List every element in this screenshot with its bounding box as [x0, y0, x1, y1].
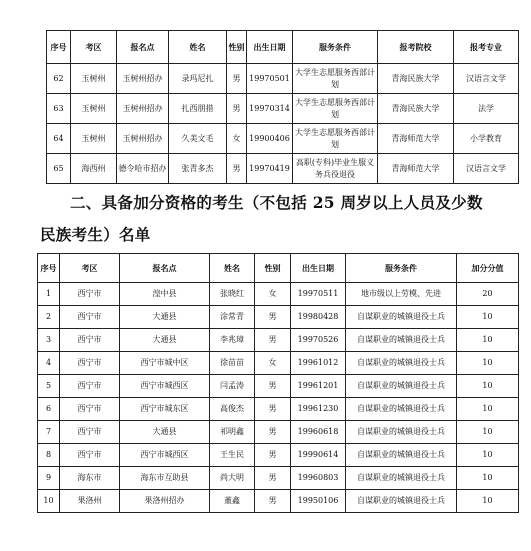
table-cell: 10 — [457, 444, 519, 467]
column-header: 报考专业 — [454, 31, 519, 64]
table-cell: 青海师范大学 — [378, 154, 454, 184]
table-cell: 男 — [227, 94, 247, 124]
column-header: 报考院校 — [378, 31, 454, 64]
table-cell: 男 — [255, 444, 291, 467]
table-cell: 徐苗苗 — [210, 352, 255, 375]
table-cell: 3 — [38, 329, 60, 352]
column-header: 报名点 — [117, 31, 169, 64]
table-cell: 西宁市 — [60, 398, 120, 421]
table-cell: 玉树州招办 — [117, 94, 169, 124]
table-cell: 自谋职业的城镇退役士兵 — [346, 398, 457, 421]
table-cell: 19960803 — [291, 467, 346, 490]
table-row — [38, 490, 519, 513]
table-row — [38, 398, 519, 421]
column-header: 出生日期 — [291, 254, 346, 283]
table-row — [47, 124, 519, 154]
section-heading-line-2: 民族考生）名单 — [40, 225, 151, 244]
table-cell: 63 — [47, 94, 71, 124]
table-cell: 玉树州 — [71, 124, 117, 154]
section-heading-line-1: 二、具备加分资格的考生（不包括 25 周岁以上人员及少数 — [70, 193, 483, 212]
table-cell: 海东市 — [60, 467, 120, 490]
table-row — [38, 306, 519, 329]
table-cell: 李兆璋 — [210, 329, 255, 352]
table-cell: 小学教育 — [454, 124, 519, 154]
table-row — [38, 444, 519, 467]
table-cell: 海东市互助县 — [120, 467, 210, 490]
table-cell: 大通县 — [120, 306, 210, 329]
table-cell: 1 — [38, 283, 60, 306]
table-row — [38, 467, 519, 490]
table-cell: 汉语言文学 — [454, 64, 519, 94]
table-cell: 湟中县 — [120, 283, 210, 306]
column-header: 考区 — [60, 254, 120, 283]
table-cell: 汉语言文学 — [454, 154, 519, 184]
table-cell: 男 — [255, 467, 291, 490]
table-cell: 尚大明 — [210, 467, 255, 490]
table-cell: 男 — [255, 306, 291, 329]
table-cell: 西宁市 — [60, 306, 120, 329]
table-cell: 大学生志愿服务西部计划 — [293, 64, 378, 94]
table-cell: 果洛州 — [60, 490, 120, 513]
column-header: 性别 — [227, 31, 247, 64]
table-cell: 西宁市 — [60, 352, 120, 375]
table-cell: 果洛州招办 — [120, 490, 210, 513]
table-cell: 19970314 — [247, 94, 293, 124]
candidates-table-1 — [46, 30, 519, 184]
table-cell: 自谋职业的城镇退役士兵 — [346, 352, 457, 375]
table-cell: 2 — [38, 306, 60, 329]
table-cell: 男 — [255, 421, 291, 444]
column-header: 出生日期 — [247, 31, 293, 64]
bonus-candidates-table — [37, 253, 519, 513]
table-cell: 19950106 — [291, 490, 346, 513]
table-cell: 女 — [255, 352, 291, 375]
column-header: 序号 — [47, 31, 71, 64]
table-cell: 自谋职业的城镇退役士兵 — [346, 467, 457, 490]
table-cell: 19961230 — [291, 398, 346, 421]
table-cell: 王生民 — [210, 444, 255, 467]
table-cell: 自谋职业的城镇退役士兵 — [346, 421, 457, 444]
table-cell: 男 — [227, 154, 247, 184]
table-2-body — [38, 283, 519, 513]
table-cell: 女 — [255, 283, 291, 306]
table-cell: 录玛尼扎 — [169, 64, 227, 94]
table-row — [47, 94, 519, 124]
table-cell: 西宁市 — [60, 421, 120, 444]
table-cell: 64 — [47, 124, 71, 154]
table-cell: 10 — [457, 306, 519, 329]
table-cell: 自谋职业的城镇退役士兵 — [346, 375, 457, 398]
table-cell: 玉树州招办 — [117, 124, 169, 154]
table-1-body — [47, 64, 519, 184]
table-cell: 19960618 — [291, 421, 346, 444]
table-cell: 玉树州 — [71, 94, 117, 124]
table-cell: 8 — [38, 444, 60, 467]
table-cell: 自谋职业的城镇退役士兵 — [346, 490, 457, 513]
table-cell: 10 — [457, 490, 519, 513]
table-cell: 男 — [255, 329, 291, 352]
table-cell: 19970501 — [247, 64, 293, 94]
table-cell: 9 — [38, 467, 60, 490]
table-1-header-row — [47, 31, 519, 64]
table-cell: 62 — [47, 64, 71, 94]
table-cell: 高职(专科)毕业生服义务兵役退役 — [293, 154, 378, 184]
table-cell: 张晓红 — [210, 283, 255, 306]
table-cell: 19970511 — [291, 283, 346, 306]
table-cell: 10 — [457, 352, 519, 375]
table-cell: 19970526 — [291, 329, 346, 352]
column-header: 姓名 — [210, 254, 255, 283]
table-row — [38, 283, 519, 306]
table-cell: 19900406 — [247, 124, 293, 154]
table-cell: 海西州 — [71, 154, 117, 184]
table-row — [47, 64, 519, 94]
table-cell: 男 — [255, 375, 291, 398]
table-cell: 西宁市城东区 — [120, 398, 210, 421]
table-cell: 久美文毛 — [169, 124, 227, 154]
table-cell: 19980428 — [291, 306, 346, 329]
table-cell: 4 — [38, 352, 60, 375]
table-cell: 西宁市城中区 — [120, 352, 210, 375]
column-header: 姓名 — [169, 31, 227, 64]
table-cell: 大学生志愿服务西部计划 — [293, 124, 378, 154]
table-cell: 青海民族大学 — [378, 94, 454, 124]
column-header: 服务条件 — [293, 31, 378, 64]
table-row — [38, 352, 519, 375]
table-cell: 10 — [457, 421, 519, 444]
table-cell: 男 — [255, 490, 291, 513]
table-cell: 玉树州 — [71, 64, 117, 94]
table-cell: 西宁市 — [60, 283, 120, 306]
table-cell: 西宁市 — [60, 375, 120, 398]
table-cell: 高俊杰 — [210, 398, 255, 421]
table-cell: 西宁市城西区 — [120, 375, 210, 398]
table-cell: 大学生志愿服务西部计划 — [293, 94, 378, 124]
table-cell: 青海师范大学 — [378, 124, 454, 154]
table-cell: 扎西朋措 — [169, 94, 227, 124]
table-cell: 6 — [38, 398, 60, 421]
table-cell: 10 — [38, 490, 60, 513]
table-cell: 祁明鑫 — [210, 421, 255, 444]
table-cell: 西宁市 — [60, 329, 120, 352]
table-cell: 董鑫 — [210, 490, 255, 513]
table-cell: 10 — [457, 329, 519, 352]
table-cell: 10 — [457, 375, 519, 398]
table-cell: 10 — [457, 398, 519, 421]
table-row — [47, 154, 519, 184]
column-header: 序号 — [38, 254, 60, 283]
table-cell: 65 — [47, 154, 71, 184]
table-cell: 自谋职业的城镇退役士兵 — [346, 306, 457, 329]
table-cell: 大通县 — [120, 329, 210, 352]
column-header: 服务条件 — [346, 254, 457, 283]
table-cell: 自谋职业的城镇退役士兵 — [346, 444, 457, 467]
table-cell: 西宁市城西区 — [120, 444, 210, 467]
table-cell: 涂常青 — [210, 306, 255, 329]
column-header: 加分分值 — [457, 254, 519, 283]
table-cell: 德令哈市招办 — [117, 154, 169, 184]
table-cell: 19961201 — [291, 375, 346, 398]
table-cell: 地市级以上劳模、先进 — [346, 283, 457, 306]
table-cell: 男 — [255, 398, 291, 421]
table-cell: 女 — [227, 124, 247, 154]
table-cell: 青海民族大学 — [378, 64, 454, 94]
table-cell: 大通县 — [120, 421, 210, 444]
table-cell: 男 — [227, 64, 247, 94]
table-cell: 19961012 — [291, 352, 346, 375]
table-cell: 闫孟涛 — [210, 375, 255, 398]
table-cell: 张青多杰 — [169, 154, 227, 184]
table-cell: 10 — [457, 467, 519, 490]
table-cell: 玉树州招办 — [117, 64, 169, 94]
table-cell: 19990614 — [291, 444, 346, 467]
table-cell: 19970419 — [247, 154, 293, 184]
column-header: 性别 — [255, 254, 291, 283]
table-row — [38, 375, 519, 398]
column-header: 考区 — [71, 31, 117, 64]
table-cell: 西宁市 — [60, 444, 120, 467]
table-row — [38, 421, 519, 444]
table-cell: 20 — [457, 283, 519, 306]
table-2-header-row — [38, 254, 519, 283]
column-header: 报名点 — [120, 254, 210, 283]
table-cell: 自谋职业的城镇退役士兵 — [346, 329, 457, 352]
table-row — [38, 329, 519, 352]
table-cell: 7 — [38, 421, 60, 444]
table-cell: 5 — [38, 375, 60, 398]
table-cell: 法学 — [454, 94, 519, 124]
